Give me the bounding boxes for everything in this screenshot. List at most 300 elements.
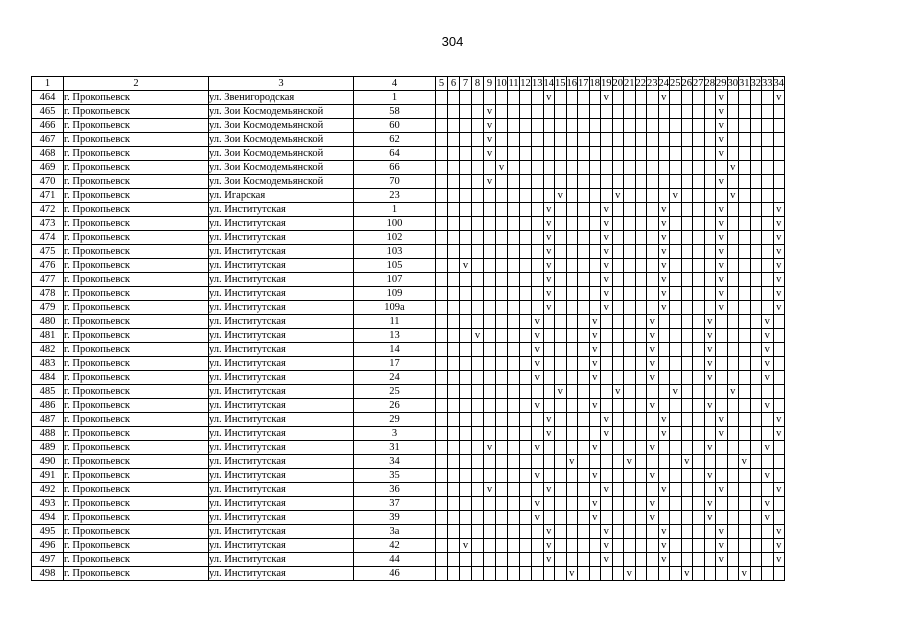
empty-cell	[555, 469, 567, 483]
empty-cell	[624, 399, 636, 413]
house-number-cell: 100	[354, 217, 436, 231]
house-number-cell: 13	[354, 329, 436, 343]
empty-cell	[693, 231, 705, 245]
empty-cell	[727, 105, 739, 119]
empty-cell	[750, 455, 762, 469]
check-mark: v	[658, 539, 670, 553]
empty-cell	[704, 105, 716, 119]
empty-cell	[578, 203, 590, 217]
empty-cell	[739, 357, 751, 371]
empty-cell	[681, 497, 693, 511]
empty-cell	[496, 105, 508, 119]
check-mark: v	[647, 329, 659, 343]
street-cell: ул. Институтская	[209, 245, 354, 259]
empty-cell	[496, 189, 508, 203]
empty-cell	[681, 217, 693, 231]
empty-cell	[436, 287, 448, 301]
house-number-cell: 109	[354, 287, 436, 301]
check-mark: v	[773, 301, 785, 315]
empty-cell	[704, 273, 716, 287]
empty-cell	[578, 147, 590, 161]
empty-cell	[555, 357, 567, 371]
empty-cell	[472, 413, 484, 427]
empty-cell	[716, 189, 728, 203]
empty-cell	[578, 539, 590, 553]
empty-cell	[773, 119, 785, 133]
empty-cell	[496, 427, 508, 441]
check-mark: v	[532, 497, 544, 511]
empty-cell	[543, 511, 555, 525]
empty-cell	[566, 385, 578, 399]
empty-cell	[612, 301, 624, 315]
empty-cell	[693, 217, 705, 231]
empty-cell	[496, 413, 508, 427]
empty-cell	[472, 189, 484, 203]
check-mark: v	[716, 483, 728, 497]
empty-cell	[612, 231, 624, 245]
empty-cell	[543, 399, 555, 413]
street-cell: ул. Институтская	[209, 469, 354, 483]
column-header-8: 8	[472, 77, 484, 91]
empty-cell	[635, 427, 647, 441]
check-mark: v	[704, 441, 716, 455]
empty-cell	[612, 329, 624, 343]
empty-cell	[750, 119, 762, 133]
empty-cell	[578, 385, 590, 399]
empty-cell	[635, 189, 647, 203]
empty-cell	[647, 287, 659, 301]
empty-cell	[658, 469, 670, 483]
empty-cell	[624, 315, 636, 329]
empty-cell	[532, 217, 544, 231]
empty-cell	[647, 231, 659, 245]
empty-cell	[436, 483, 448, 497]
row-number: 495	[32, 525, 64, 539]
empty-cell	[436, 259, 448, 273]
empty-cell	[589, 287, 601, 301]
empty-cell	[727, 553, 739, 567]
empty-cell	[670, 567, 682, 581]
check-mark: v	[762, 329, 774, 343]
empty-cell	[448, 189, 460, 203]
check-mark: v	[716, 175, 728, 189]
empty-cell	[448, 343, 460, 357]
check-mark: v	[773, 483, 785, 497]
empty-cell	[566, 525, 578, 539]
empty-cell	[448, 301, 460, 315]
empty-cell	[635, 553, 647, 567]
empty-cell	[460, 455, 472, 469]
check-mark: v	[484, 105, 496, 119]
column-header-20: 20	[612, 78, 623, 89]
check-mark: v	[658, 483, 670, 497]
empty-cell	[460, 329, 472, 343]
empty-cell	[472, 245, 484, 259]
empty-cell	[762, 455, 774, 469]
empty-cell	[472, 259, 484, 273]
empty-cell	[484, 203, 496, 217]
empty-cell	[762, 553, 774, 567]
empty-cell	[601, 511, 613, 525]
empty-cell	[555, 273, 567, 287]
empty-cell	[460, 105, 472, 119]
empty-cell	[658, 497, 670, 511]
empty-cell	[508, 133, 520, 147]
empty-cell	[472, 287, 484, 301]
empty-cell	[727, 511, 739, 525]
empty-cell	[448, 427, 460, 441]
check-mark: v	[624, 455, 636, 469]
empty-cell	[693, 119, 705, 133]
empty-cell	[624, 231, 636, 245]
empty-cell	[543, 441, 555, 455]
empty-cell	[460, 371, 472, 385]
empty-cell	[773, 385, 785, 399]
check-mark: v	[543, 539, 555, 553]
empty-cell	[566, 469, 578, 483]
empty-cell	[750, 399, 762, 413]
empty-cell	[555, 497, 567, 511]
empty-cell	[624, 245, 636, 259]
empty-cell	[448, 399, 460, 413]
empty-cell	[472, 427, 484, 441]
empty-cell	[496, 343, 508, 357]
empty-cell	[681, 287, 693, 301]
empty-cell	[727, 469, 739, 483]
house-number-cell: 62	[354, 133, 436, 147]
empty-cell	[681, 441, 693, 455]
empty-cell	[436, 301, 448, 315]
table-row	[32, 161, 785, 175]
table-row	[32, 189, 785, 203]
empty-cell	[496, 525, 508, 539]
street-cell: ул. Зои Космодемьянской	[209, 175, 354, 189]
empty-cell	[601, 147, 613, 161]
empty-cell	[681, 231, 693, 245]
check-mark: v	[658, 301, 670, 315]
empty-cell	[532, 567, 544, 581]
empty-cell	[578, 245, 590, 259]
empty-cell	[635, 469, 647, 483]
empty-cell	[762, 301, 774, 315]
empty-cell	[555, 119, 567, 133]
empty-cell	[496, 553, 508, 567]
check-mark: v	[704, 511, 716, 525]
street-cell: ул. Институтская	[209, 329, 354, 343]
empty-cell	[436, 385, 448, 399]
house-number-cell: 105	[354, 259, 436, 273]
empty-cell	[612, 273, 624, 287]
house-number-cell: 23	[354, 189, 436, 203]
empty-cell	[543, 469, 555, 483]
check-mark: v	[773, 231, 785, 245]
empty-cell	[448, 91, 460, 105]
empty-cell	[739, 287, 751, 301]
empty-cell	[472, 469, 484, 483]
empty-cell	[750, 147, 762, 161]
empty-cell	[460, 217, 472, 231]
house-number-cell: 14	[354, 343, 436, 357]
empty-cell	[496, 441, 508, 455]
empty-cell	[624, 427, 636, 441]
table-row	[32, 287, 785, 301]
empty-cell	[670, 217, 682, 231]
empty-cell	[472, 217, 484, 231]
empty-cell	[532, 133, 544, 147]
empty-cell	[448, 455, 460, 469]
empty-cell	[773, 567, 785, 581]
empty-cell	[460, 357, 472, 371]
empty-cell	[601, 315, 613, 329]
empty-cell	[750, 469, 762, 483]
empty-cell	[578, 189, 590, 203]
empty-cell	[635, 287, 647, 301]
empty-cell	[681, 203, 693, 217]
empty-cell	[739, 245, 751, 259]
house-number-cell: 37	[354, 497, 436, 511]
empty-cell	[681, 301, 693, 315]
empty-cell	[624, 497, 636, 511]
empty-cell	[555, 245, 567, 259]
empty-cell	[681, 329, 693, 343]
empty-cell	[635, 441, 647, 455]
empty-cell	[750, 427, 762, 441]
empty-cell	[601, 133, 613, 147]
empty-cell	[532, 203, 544, 217]
empty-cell	[578, 469, 590, 483]
check-mark: v	[773, 427, 785, 441]
empty-cell	[612, 441, 624, 455]
empty-cell	[589, 273, 601, 287]
check-mark: v	[773, 525, 785, 539]
empty-cell	[670, 119, 682, 133]
empty-cell	[484, 427, 496, 441]
empty-cell	[739, 105, 751, 119]
check-mark: v	[566, 455, 578, 469]
check-mark: v	[773, 287, 785, 301]
row-number: 498	[32, 567, 64, 581]
street-cell: ул. Звенигородская	[209, 91, 354, 105]
empty-cell	[566, 189, 578, 203]
check-mark: v	[716, 273, 728, 287]
empty-cell	[496, 91, 508, 105]
table-row	[32, 413, 785, 427]
empty-cell	[727, 497, 739, 511]
empty-cell	[635, 413, 647, 427]
check-mark: v	[773, 553, 785, 567]
empty-cell	[647, 133, 659, 147]
column-header-3: 3	[209, 77, 354, 91]
empty-cell	[773, 441, 785, 455]
empty-cell	[762, 259, 774, 273]
empty-cell	[520, 189, 532, 203]
empty-cell	[601, 497, 613, 511]
empty-cell	[750, 203, 762, 217]
empty-cell	[693, 329, 705, 343]
empty-cell	[750, 525, 762, 539]
empty-cell	[647, 525, 659, 539]
empty-cell	[658, 371, 670, 385]
empty-cell	[624, 413, 636, 427]
empty-cell	[727, 133, 739, 147]
empty-cell	[635, 231, 647, 245]
check-mark: v	[762, 357, 774, 371]
empty-cell	[624, 287, 636, 301]
city-cell: г. Прокопьевск	[64, 119, 209, 133]
house-number-cell: 1	[354, 203, 436, 217]
empty-cell	[624, 483, 636, 497]
empty-cell	[612, 119, 624, 133]
empty-cell	[704, 217, 716, 231]
row-number: 468	[32, 147, 64, 161]
empty-cell	[496, 147, 508, 161]
empty-cell	[647, 217, 659, 231]
empty-cell	[739, 525, 751, 539]
check-mark: v	[704, 497, 716, 511]
empty-cell	[739, 539, 751, 553]
empty-cell	[566, 371, 578, 385]
column-header-34: 34	[773, 78, 784, 89]
empty-cell	[716, 357, 728, 371]
table-row	[32, 133, 785, 147]
city-cell: г. Прокопьевск	[64, 287, 209, 301]
city-cell: г. Прокопьевск	[64, 245, 209, 259]
empty-cell	[460, 231, 472, 245]
row-number: 487	[32, 413, 64, 427]
empty-cell	[448, 329, 460, 343]
empty-cell	[532, 413, 544, 427]
empty-cell	[670, 231, 682, 245]
empty-cell	[624, 259, 636, 273]
empty-cell	[520, 399, 532, 413]
empty-cell	[624, 189, 636, 203]
empty-cell	[716, 315, 728, 329]
empty-cell	[704, 301, 716, 315]
empty-cell	[601, 371, 613, 385]
empty-cell	[670, 105, 682, 119]
empty-cell	[739, 119, 751, 133]
empty-cell	[727, 175, 739, 189]
empty-cell	[681, 245, 693, 259]
check-mark: v	[647, 357, 659, 371]
empty-cell	[520, 567, 532, 581]
table-row	[32, 175, 785, 189]
empty-cell	[484, 189, 496, 203]
empty-cell	[773, 511, 785, 525]
empty-cell	[773, 147, 785, 161]
empty-cell	[520, 525, 532, 539]
empty-cell	[555, 105, 567, 119]
empty-cell	[520, 511, 532, 525]
house-number-cell: 25	[354, 385, 436, 399]
empty-cell	[566, 175, 578, 189]
empty-cell	[727, 427, 739, 441]
empty-cell	[484, 259, 496, 273]
empty-cell	[508, 469, 520, 483]
row-number: 493	[32, 497, 64, 511]
check-mark: v	[658, 259, 670, 273]
empty-cell	[532, 455, 544, 469]
street-cell: ул. Институтская	[209, 483, 354, 497]
empty-cell	[647, 175, 659, 189]
empty-cell	[566, 441, 578, 455]
empty-cell	[484, 371, 496, 385]
empty-cell	[658, 343, 670, 357]
empty-cell	[658, 455, 670, 469]
empty-cell	[704, 483, 716, 497]
empty-cell	[750, 287, 762, 301]
check-mark: v	[773, 217, 785, 231]
empty-cell	[601, 385, 613, 399]
street-cell: ул. Институтская	[209, 203, 354, 217]
check-mark: v	[612, 385, 624, 399]
empty-cell	[520, 259, 532, 273]
empty-cell	[658, 105, 670, 119]
empty-cell	[508, 427, 520, 441]
empty-cell	[647, 259, 659, 273]
empty-cell	[566, 413, 578, 427]
empty-cell	[681, 413, 693, 427]
empty-cell	[436, 273, 448, 287]
empty-cell	[532, 231, 544, 245]
empty-cell	[472, 567, 484, 581]
empty-cell	[496, 567, 508, 581]
empty-cell	[589, 161, 601, 175]
empty-cell	[739, 301, 751, 315]
empty-cell	[647, 105, 659, 119]
empty-cell	[716, 497, 728, 511]
check-mark: v	[704, 315, 716, 329]
street-cell: ул. Институтская	[209, 455, 354, 469]
empty-cell	[727, 441, 739, 455]
empty-cell	[448, 315, 460, 329]
street-cell: ул. Институтская	[209, 231, 354, 245]
empty-cell	[436, 497, 448, 511]
empty-cell	[727, 399, 739, 413]
empty-cell	[670, 147, 682, 161]
empty-cell	[727, 455, 739, 469]
empty-cell	[647, 161, 659, 175]
empty-cell	[693, 497, 705, 511]
empty-cell	[508, 567, 520, 581]
empty-cell	[448, 371, 460, 385]
empty-cell	[750, 357, 762, 371]
empty-cell	[739, 231, 751, 245]
empty-cell	[624, 161, 636, 175]
empty-cell	[555, 511, 567, 525]
empty-cell	[762, 231, 774, 245]
empty-cell	[693, 371, 705, 385]
empty-cell	[681, 147, 693, 161]
check-mark: v	[566, 567, 578, 581]
empty-cell	[670, 329, 682, 343]
empty-cell	[704, 385, 716, 399]
column-header-10: 10	[496, 78, 507, 89]
empty-cell	[739, 497, 751, 511]
empty-cell	[566, 427, 578, 441]
empty-cell	[448, 105, 460, 119]
table-row	[32, 273, 785, 287]
empty-cell	[739, 315, 751, 329]
empty-cell	[693, 147, 705, 161]
check-mark: v	[532, 329, 544, 343]
empty-cell	[578, 315, 590, 329]
empty-cell	[436, 245, 448, 259]
empty-cell	[578, 399, 590, 413]
table-row	[32, 119, 785, 133]
street-cell: ул. Институтская	[209, 259, 354, 273]
empty-cell	[496, 245, 508, 259]
